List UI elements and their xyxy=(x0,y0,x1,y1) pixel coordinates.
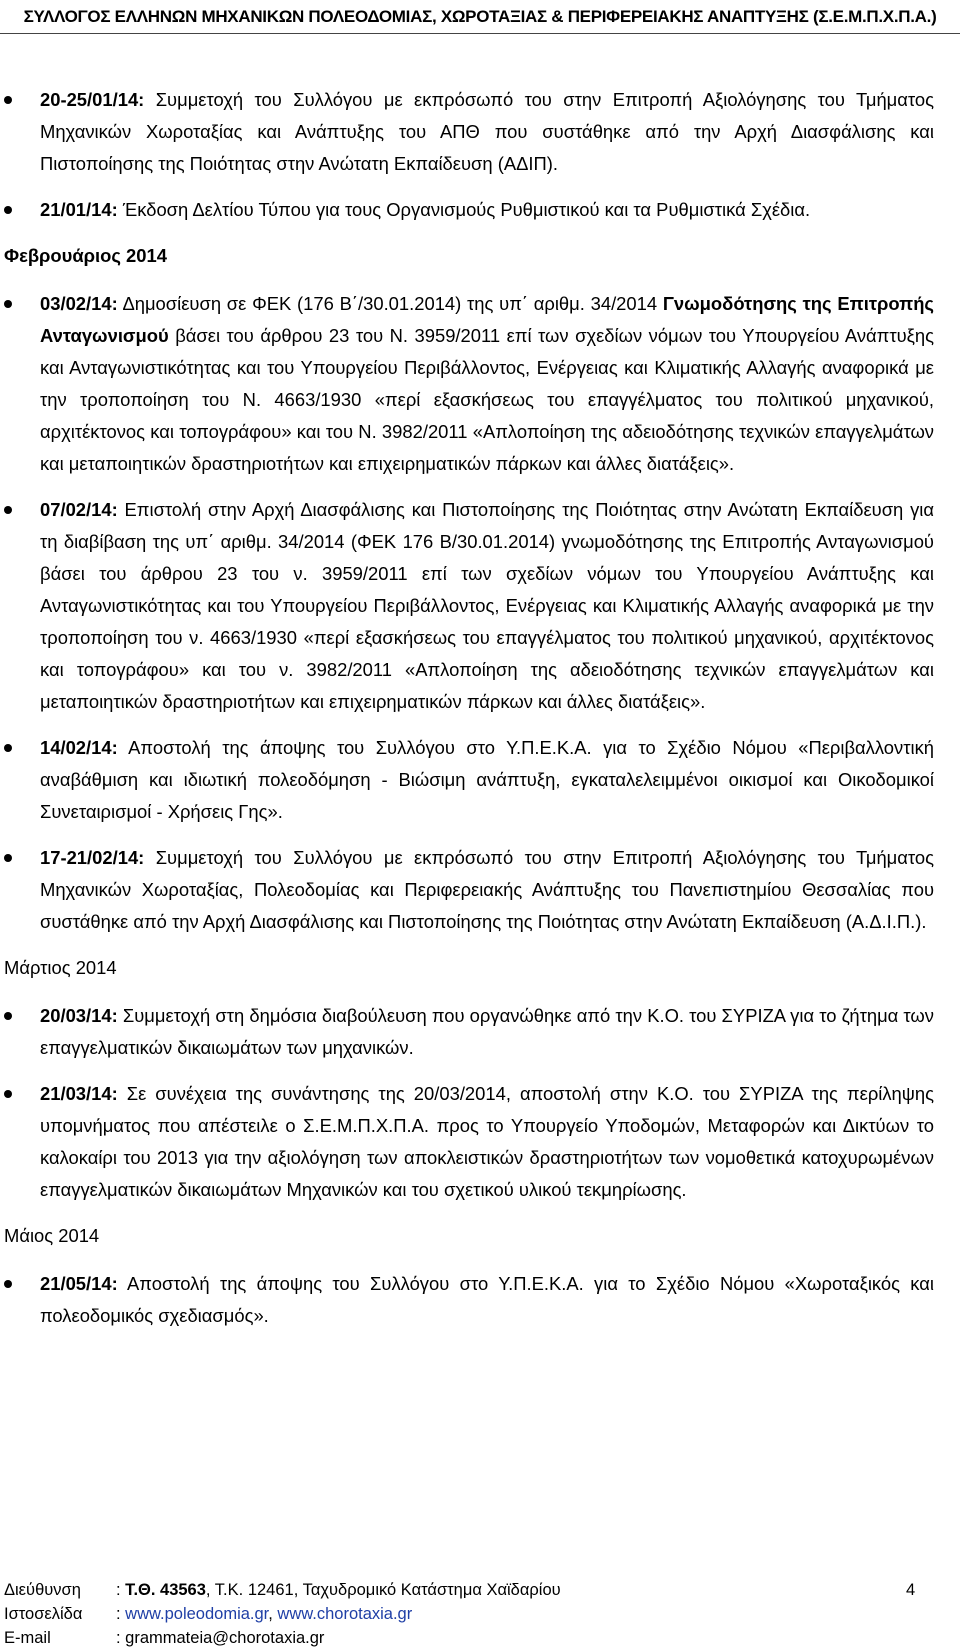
footer-po-box: Τ.Θ. 43563 xyxy=(125,1581,206,1599)
list-item xyxy=(0,1268,960,1332)
bullet-icon xyxy=(4,854,12,862)
list-item xyxy=(0,732,960,828)
footer-email-row xyxy=(0,1626,960,1650)
document-footer xyxy=(0,1578,960,1650)
footer-website-label: Ιστοσελίδα xyxy=(4,1605,83,1623)
entry-text: Επιστολή στην Αρχή Διασφάλισης και Πιστοποίησης της Ποιότητας στην Ανώτατη Εκπαίδευση για τη διαβίβαση της υπ΄ αριθμ. 34/2014 (ΦΕΚ 176 Β/30.01.2014) γνωμοδότησης της Επιτροπής Ανταγωνισμού βάσει του άρθρου 23 του ν. 3959/2011 επί των σχεδίων νόμων του Υπουργείου Ανάπτυξης και Ανταγωνιστικότητας και του Υπουργείου Περιβάλλοντος, Ενέργειας και Κλιματικής Αλλαγής αναφορικά με την τροποποίηση του ν. 4663/1930 «περί εξασκήσεως του επαγγέλματος του πολιτικού μηχανικού, αρχιτέκτονος και τοπογράφου» και του ν. 3982/2011 «Απλοποίηση της αδειοδότησης τεχνικών επαγγελμάτων και μεταποιητικών δραστηριοτήτων και επιχειρηματικών πάρκων και άλλες διατάξεις». xyxy=(40,499,934,712)
list-item xyxy=(0,494,960,718)
entry-text: Συμμετοχή του Συλλόγου με εκπρόσωπό του στην Επιτροπή Αξιολόγησης του Τμήματος Μηχανικών Χωροταξίας, Πολεοδομίας και Περιφερειακής Ανάπτυξης του Πανεπιστημίου Θεσσαλίας που συστάθηκε από την Αρχή Διασφάλισης και Πιστοποίησης της Ποιότητας στην Ανώτατη Εκπαίδευση (Α.Δ.Ι.Π.). xyxy=(40,847,934,932)
entry-date: 14/02/14: xyxy=(40,737,118,758)
month-heading-february: Φεβρουάριος 2014 xyxy=(4,245,167,266)
footer-address-label: Διεύθυνση xyxy=(4,1581,81,1599)
footer-separator: : xyxy=(116,1629,126,1647)
entry-date: 21/05/14: xyxy=(40,1273,118,1294)
footer-email-label: E-mail xyxy=(4,1629,51,1647)
website-link-poleodomia[interactable]: www.poleodomia.gr xyxy=(125,1605,269,1623)
list-item xyxy=(0,194,960,226)
footer-website-row xyxy=(0,1602,960,1626)
entry-text: Δημοσίευση σε ΦΕΚ (176 Β΄/30.01.2014) της υπ΄ αριθμ. 34/2014 xyxy=(117,293,663,314)
website-link-chorotaxia[interactable]: www.chorotaxia.gr xyxy=(277,1605,413,1623)
page-number: 4 xyxy=(906,1581,916,1599)
bullet-icon xyxy=(4,206,12,214)
footer-address-row xyxy=(0,1578,960,1602)
footer-address-rest: , Τ.Κ. 12461, Ταχυδρομικό Κατάστημα Χαϊδαρίου xyxy=(205,1581,561,1599)
header-title: ΣΥΛΛΟΓΟΣ ΕΛΛΗΝΩΝ ΜΗΧΑΝΙΚΩΝ ΠΟΛΕΟΔΟΜΙΑΣ, ΧΩΡΟΤΑΞΙΑΣ & ΠΕΡΙΦΕΡΕΙΑΚΗΣ ΑΝΑΠΤΥΞΗΣ (Σ.Ε.Μ.Π.Χ.Π.Α.) xyxy=(23,7,937,26)
footer-comma: , xyxy=(268,1605,278,1623)
footer-website-value xyxy=(116,1602,412,1626)
list-item xyxy=(0,84,960,180)
bullet-icon xyxy=(4,1280,12,1288)
bullet-icon xyxy=(4,1090,12,1098)
footer-address-value xyxy=(116,1578,561,1602)
document-header xyxy=(0,0,960,34)
bullet-icon xyxy=(4,1012,12,1020)
bullet-icon xyxy=(4,506,12,514)
entry-text: Συμμετοχή του Συλλόγου με εκπρόσωπό του στην Επιτροπή Αξιολόγησης του Τμήματος Μηχανικών Χωροταξίας και Ανάπτυξης του ΑΠΘ που συστάθηκε από την Αρχή Διασφάλισης και Πιστοποίησης της Ποιότητας στην Ανώτατη Εκπαίδευση (ΑΔΙΠ). xyxy=(40,89,934,174)
email-link[interactable]: grammateia@chorotaxia.gr xyxy=(125,1629,325,1647)
list-item xyxy=(0,1000,960,1064)
list-item xyxy=(0,1078,960,1206)
entry-date: 21/03/14: xyxy=(40,1083,118,1104)
month-heading-may: Μάιος 2014 xyxy=(4,1225,100,1246)
document-body xyxy=(0,84,960,1346)
footer-separator: : xyxy=(116,1581,126,1599)
header-rule xyxy=(0,33,960,34)
entry-bold-text: Γνωμοδότησης της Επιτροπής Ανταγωνισμού xyxy=(40,293,934,346)
entry-text: Αποστολή της άποψης του Συλλόγου στο Υ.Π.Ε.Κ.Α. για το Σχέδιο Νόμου «Χωροταξικός και πολεοδομικός σχεδιασμός». xyxy=(40,1273,934,1326)
entry-text: Σε συνέχεια της συνάντησης της 20/03/2014, αποστολή στην Κ.Ο. του ΣΥΡΙΖΑ της περίληψης υπομνήματος που απέστειλε ο Σ.Ε.Μ.Π.Χ.Π.Α. προς το Υπουργείο Υποδομών, Μεταφορών και Δικτύων το καλοκαίρι του 2013 για την αξιολόγηση των αποκλειστικών δραστηριοτήτων των νομοθετικά κατοχυρωμένων επαγγελματικών δικαιωμάτων Μηχανικών και του σχετικού υλικού τεκμηρίωσης. xyxy=(40,1083,934,1200)
bullet-icon xyxy=(4,300,12,308)
list-item xyxy=(0,842,960,938)
entry-date: 20-25/01/14: xyxy=(40,89,145,110)
month-heading-march: Μάρτιος 2014 xyxy=(4,957,117,978)
list-item xyxy=(0,288,960,480)
entry-date: 20/03/14: xyxy=(40,1005,118,1026)
footer-separator: : xyxy=(116,1605,126,1623)
entry-date: 07/02/14: xyxy=(40,499,118,520)
footer-email-value xyxy=(116,1626,324,1650)
bullet-icon xyxy=(4,96,12,104)
entry-date: 03/02/14: xyxy=(40,293,118,314)
entry-text: Αποστολή της άποψης του Συλλόγου στο Υ.Π.Ε.Κ.Α. για το Σχέδιο Νόμου «Περιβαλλοντική αναβάθμιση και ιδιωτική πολεοδόμηση - Βιώσιμη ανάπτυξη, εγκαταλελειμμένοι οικισμοί και Οικοδομικοί Συνεταιρισμοί - Χρήσεις Γης». xyxy=(40,737,934,822)
entry-date: 21/01/14: xyxy=(40,199,118,220)
entry-text: Έκδοση Δελτίου Τύπου για τους Οργανισμούς Ρυθμιστικού και τα Ρυθμιστικά Σχέδια. xyxy=(117,199,811,220)
entry-text: βάσει του άρθρου 23 του Ν. 3959/2011 επί των σχεδίων νόμων του Υπουργείου Ανάπτυξης και Ανταγωνιστικότητας και του Υπουργείου Περιβάλλοντος, Ενέργειας και Κλιματικής Αλλαγής αναφορικά με την τροποποίηση του Ν. 4663/1930 «περί εξασκήσεως του επαγγέλματος του πολιτικού μηχανικού, αρχιτέκτονος και τοπογράφου» και του Ν. 3982/2011 «Απλοποίηση της αδειοδότησης τεχνικών επαγγελμάτων και μεταποιητικών δραστηριοτήτων και επιχειρηματικών πάρκων και άλλες διατάξεις». xyxy=(40,325,934,474)
entry-date: 17-21/02/14: xyxy=(40,847,145,868)
entry-text: Συμμετοχή στη δημόσια διαβούλευση που οργανώθηκε από την Κ.Ο. του ΣΥΡΙΖΑ για το ζήτημα των επαγγελματικών δικαιωμάτων των μηχανικών. xyxy=(40,1005,934,1058)
bullet-icon xyxy=(4,744,12,752)
